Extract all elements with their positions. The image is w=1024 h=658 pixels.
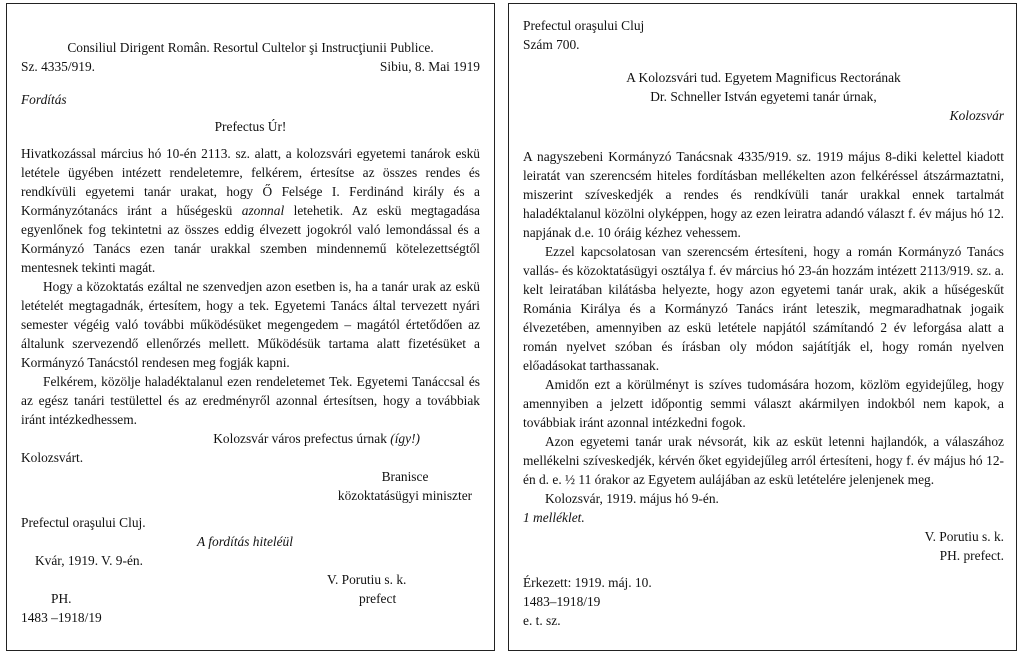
left-office: Prefectul oraşului Cluj.	[21, 515, 146, 530]
addressee-line: Kolozsvár város prefectus úrnak (így!)	[213, 431, 420, 446]
salutation: Prefectus Úr!	[214, 119, 287, 134]
left-paragraph-3: Felkérem, közölje haladéktalanul ezen rendeletemet Tek. Egyetemi Tanáccsal és az egész tanári testülettel és az eredményről azonnal értesítsen, hogy a továbbiak iránt intézkedhessem.	[21, 374, 480, 427]
signer-title: közoktatásügyi miniszter	[337, 488, 473, 503]
right-paragraph-1: A nagyszebeni Kormányzó Tanácsnak 4335/919. sz. 1919 május 8-diki kelettel kiadott leiratát van szerencsém hiteles fordításban mellékelten azon felkéréssel átszármaztatni, miszerint szíveskedjék a rendes és rendkívüli tanár urakkal ennek tartalmát haladéktalanul közölni olyképpen, hogy az ezen leiratra adandó választ f. év május hó 12. napjának d.e. 10 óráig kézhez vehessem.	[523, 149, 1004, 240]
attachment-note: 1 melléklet.	[523, 510, 585, 525]
right-document-panel	[508, 3, 1017, 651]
right-paragraph-3: Amidőn ezt a körülményt is szíves tudomására hozom, közlöm egyidejűleg, hogy amennyiben a jelzett időpontig semmi választ akármilyen indokból nem kapok, a továbbiak iránt azonnal intézkedni fogok.	[523, 377, 1004, 430]
right-paragraph-4: Azon egyetemi tanár urak névsorát, kik az esküt letenni hajlandók, a válaszához mellékelni szíveskedjék, kérvén őket egyidejűleg arról értesíteni, hogy f. év május hó 12-én d. e. ½ 11 órakor az Egyetem aulájában az eskü letételére jelenjenek meg.	[523, 434, 1004, 487]
right-office: Prefectul oraşului Cluj	[523, 18, 645, 33]
left-place-date: Sibiu, 8. Mai 1919	[379, 59, 480, 74]
ets-note: e. t. sz.	[523, 613, 561, 628]
right-city: Kolozsvár	[949, 108, 1004, 123]
received-note: Érkezett: 1919. máj. 10.	[523, 575, 652, 590]
left-paragraph-2: Hogy a közoktatás ezáltal ne szenvedjen azon esetben is, ha a tanár urak az eskü letételét megtagadnák, értesítem, hogy a tek. Egyetemi Tanács által tervezett nyári semester végéig való további működésüket megengedem – magától értetődően az általunk szervezendő ellenőrzés mellett. Működésük tartama alatt fizetésüket a Kormányzó Tanácstól rendesen meg fogják kapni.	[21, 279, 480, 370]
signer-name: Branisce	[381, 469, 429, 484]
right-paragraph-2: Ezzel kapcsolatosan van szerencsém értesíteni, hogy a román Kormányzó Tanács vallás- és közoktatásügyi osztálya f. év március hó 23-án hozzám intézett 2113/919. sz. a. kelt leiratában kilátásba helyezte, hogy azon egyetemi tanár urak, akik a hűségeskűt Románia Királya és a Kormányzó Tanács iránt leteszik, megmaradhatnak jogaik élvezetében, amennyiben az eskü letétele napjától számítandó 2 év leforgása alatt a román nyelvet szóban és írásban oly módon sajátítják el, hogy román nyelven előadásokat tarthassanak.	[523, 244, 1004, 373]
left-registry: 1483 –1918/19	[21, 610, 102, 625]
certified-note: A fordítás hiteléül	[197, 534, 293, 549]
right-addressee-1: A Kolozsvári tud. Egyetem Magnificus Rectorának	[626, 70, 901, 85]
right-number: Szám 700.	[523, 37, 580, 52]
translation-label: Fordítás	[21, 92, 67, 107]
ph-mark: PH.	[51, 591, 72, 606]
left-date2: Kvár, 1919. V. 9-én.	[35, 553, 143, 568]
right-date: Kolozsvár, 1919. május hó 9-én.	[545, 491, 719, 506]
signer2-title: prefect	[359, 591, 397, 606]
left-city: Kolozsvárt.	[21, 450, 84, 465]
right-addressee-2: Dr. Schneller István egyetemi tanár úrnak,	[650, 89, 877, 104]
right-signer-title: PH. prefect.	[939, 548, 1004, 563]
right-signer-name: V. Porutiu s. k.	[924, 529, 1004, 544]
left-document-panel	[6, 3, 495, 651]
left-number-date-row	[21, 57, 480, 76]
right-registry: 1483–1918/19	[523, 594, 601, 609]
signer2-name: V. Porutiu s. k.	[327, 572, 407, 587]
left-number: Sz. 4335/919.	[21, 59, 96, 74]
left-paragraph-1: Hivatkozással március hó 10-én 2113. sz. alatt, a kolozsvári egyetemi tanárok eskü letétele ügyében intézett rendeletemre, felkérem, értesítse az összes rendes és rendkívüli egyetemi tanár urakat, hogy Ő Felsége I. Ferdinánd király és a Kormányzótanács iránt a hűségeskü azonnal letehetik. Az eskü megtagadása egyenlőnek fog tekintetni az összes eddig élvezett jogokról való lemondással és a Kormányzó Tanács ezen tanár urakkal szemben mindennemű kötelezettségtől mentesnek tekinti magát.	[21, 146, 480, 275]
left-header-line: Consiliul Dirigent Român. Resortul Cultelor şi Instrucţiunii Publice.	[67, 40, 434, 55]
